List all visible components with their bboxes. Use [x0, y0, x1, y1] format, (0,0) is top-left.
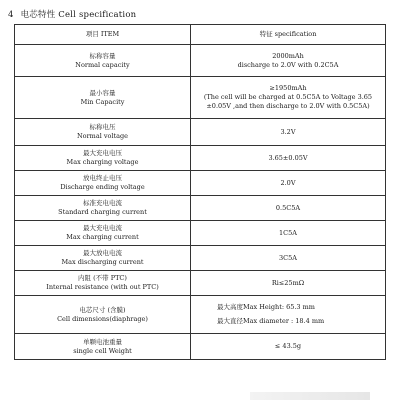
spec-cell [191, 146, 386, 171]
item-en: Normal voltage [76, 132, 129, 140]
table-row [15, 45, 386, 77]
item-cn: 最大充电电流 [83, 224, 122, 232]
spec-line: discharge to 2.0V with 0.2C5A [237, 60, 339, 69]
item-cn: 最小容量 [89, 88, 116, 97]
section-title: 电芯特性 Cell specification [20, 10, 137, 20]
item-en: Max charging current [66, 233, 139, 241]
item-cell [15, 119, 191, 146]
table-header-row [15, 25, 386, 45]
item-cn: 标准充电电流 [83, 199, 122, 207]
item-en: Normal capacity [75, 60, 130, 69]
table-row [15, 334, 386, 360]
spec-line: ≥1950mAh [269, 84, 307, 92]
page-edge-shadow [250, 392, 370, 400]
item-cn: 最大放电电流 [83, 249, 122, 257]
table-row [15, 77, 386, 119]
spec-cell [191, 77, 386, 119]
item-cell [15, 77, 191, 119]
table-row [15, 119, 386, 146]
item-en: Standard charging current [58, 208, 147, 216]
item-en: Discharge ending voltage [60, 183, 145, 191]
spec-cell [191, 196, 386, 221]
spec-cell [191, 45, 386, 77]
spec-line: ≤ 43.5g [274, 342, 302, 350]
item-en: Cell dimensions(diaphrage) [57, 314, 148, 323]
item-cn: 电芯尺寸 (含膜) [79, 305, 126, 314]
item-en: Internal resistance (with out PTC) [46, 283, 159, 291]
item-en: single cell Weight [73, 346, 132, 355]
spec-cell [191, 171, 386, 196]
spec-line: 3.2V [280, 127, 296, 136]
section-number: 4 [8, 10, 14, 20]
spec-cell [191, 221, 386, 246]
cell-specification-table [14, 24, 386, 360]
table-row [15, 246, 386, 271]
item-cell [15, 296, 191, 334]
header-spec: 特征 specification [191, 25, 386, 45]
item-cell [15, 334, 191, 360]
item-en: Max charging voltage [66, 158, 139, 166]
item-cell [15, 196, 191, 221]
spec-cell [191, 246, 386, 271]
item-cn: 标称容量 [89, 51, 116, 60]
spec-line: 最大直径Max diameter : 18.4 mm [217, 317, 325, 325]
spec-line: 0.5C5A [275, 203, 301, 212]
item-cn: 单颗电池重量 [83, 337, 122, 346]
item-en: Min Capacity [80, 97, 125, 106]
item-cell [15, 45, 191, 77]
item-cell [15, 221, 191, 246]
spec-line: ±0.05V ,and then discharge to 2.0V with 0.5C5A) [206, 102, 370, 110]
item-en: Max discharging current [61, 258, 144, 266]
table-row [15, 146, 386, 171]
spec-cell [191, 296, 386, 334]
spec-line: 2000mAh [272, 51, 304, 60]
spec-line: 3.65±0.05V [268, 153, 308, 162]
spec-cell [191, 271, 386, 296]
item-cell [15, 271, 191, 296]
section-heading [8, 8, 136, 20]
spec-line: 3C5A [279, 253, 297, 262]
item-cn: 内阻 (不带 PTC) [78, 274, 127, 282]
item-cn: 放电终止电压 [83, 174, 122, 182]
item-cell [15, 246, 191, 271]
spec-cell [191, 334, 386, 360]
item-cn: 最大充电电压 [83, 149, 122, 157]
header-item: 项目 ITEM [15, 25, 191, 45]
table-row [15, 271, 386, 296]
item-cell [15, 171, 191, 196]
spec-line: 最大高度Max Height: 65.3 mm [217, 303, 315, 311]
item-cell [15, 146, 191, 171]
table-row [15, 171, 386, 196]
table-row [15, 196, 386, 221]
spec-line: 2.0V [280, 178, 296, 187]
table-row [15, 296, 386, 334]
spec-line: Ri≤25mΩ [271, 278, 305, 287]
item-cn: 标称电压 [89, 123, 116, 131]
spec-cell [191, 119, 386, 146]
spec-line: (The cell will be charged at 0.5C5A to Voltage 3.65 [203, 93, 373, 101]
table-row [15, 221, 386, 246]
spec-line: 1C5A [279, 228, 297, 237]
